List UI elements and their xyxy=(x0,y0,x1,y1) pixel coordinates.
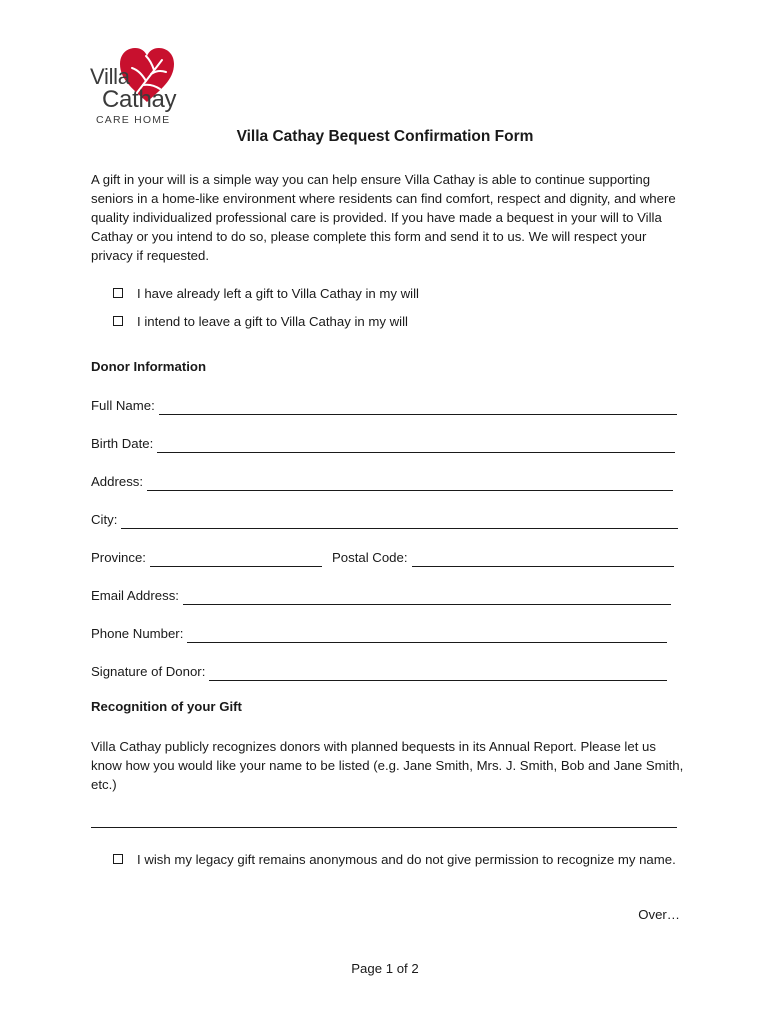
form-title: Villa Cathay Bequest Confirmation Form xyxy=(236,128,534,145)
province-label: Province: xyxy=(91,550,146,565)
signature-field xyxy=(91,662,667,681)
postal-code-label: Postal Code: xyxy=(331,550,408,565)
birth-date-input-line[interactable] xyxy=(157,438,675,453)
option-anonymous-label: I wish my legacy gift remains anonymous and do not give permission to recognize my name. xyxy=(137,852,676,867)
city-input-line[interactable] xyxy=(121,514,678,529)
checkbox-already-left-gift[interactable] xyxy=(113,288,123,298)
logo-text-care-home: CARE HOME xyxy=(96,114,171,126)
province-postal-row xyxy=(91,548,674,567)
over-note: Over… xyxy=(638,907,680,922)
address-field xyxy=(91,472,673,491)
postal-code-input-line[interactable] xyxy=(412,552,674,567)
birth-date-label: Birth Date: xyxy=(91,436,154,451)
city-label: City: xyxy=(91,512,118,527)
full-name-field xyxy=(91,396,677,415)
recognition-heading: Recognition of your Gift xyxy=(91,699,242,714)
signature-label: Signature of Donor: xyxy=(91,664,206,679)
checkbox-intend-to-leave-gift[interactable] xyxy=(113,316,123,326)
logo-text-villa: Villa xyxy=(90,64,130,89)
address-input-line[interactable] xyxy=(147,476,673,491)
logo-text-cathay: Cathay xyxy=(102,86,177,113)
option-intend-to-leave-gift-label: I intend to leave a gift to Villa Cathay in my will xyxy=(137,314,408,329)
recognition-paragraph: Villa Cathay publicly recognizes donors with planned bequests in its Annual Report. Please let us know how you would like your name to be listed (e.g. Jane Smith, Mrs. J. Smith, Bob and Jane Smith, etc.) xyxy=(91,739,684,792)
email-address-label: Email Address: xyxy=(91,588,179,603)
checkbox-anonymous[interactable] xyxy=(113,854,123,864)
donor-information-heading: Donor Information xyxy=(91,359,207,374)
city-field xyxy=(91,510,678,529)
intro-paragraph: A gift in your will is a simple way you can help ensure Villa Cathay is able to continue supporting seniors in a home-like environment where residents can find comfort, respect and dignity, and where quality individualized professional care is provided. If you have made a bequest in your will to Villa Cathay or you intend to do so, please complete this form and send it to us. We will respect your privacy if requested. xyxy=(91,172,676,263)
signature-input-line[interactable] xyxy=(209,666,667,681)
page-number: Page 1 of 2 xyxy=(351,961,419,976)
listed-name-input-line[interactable] xyxy=(91,827,677,828)
full-name-label: Full Name: xyxy=(91,398,155,413)
villa-cathay-logo xyxy=(86,40,196,132)
email-address-input-line[interactable] xyxy=(183,590,671,605)
phone-number-field xyxy=(91,624,667,643)
option-already-left-gift-label: I have already left a gift to Villa Cathay in my will xyxy=(137,286,419,301)
phone-number-label: Phone Number: xyxy=(91,626,184,641)
birth-date-field xyxy=(91,434,675,453)
phone-number-input-line[interactable] xyxy=(187,628,667,643)
address-label: Address: xyxy=(91,474,144,489)
province-input-line[interactable] xyxy=(150,552,322,567)
email-address-field xyxy=(91,586,671,605)
full-name-input-line[interactable] xyxy=(159,400,677,415)
